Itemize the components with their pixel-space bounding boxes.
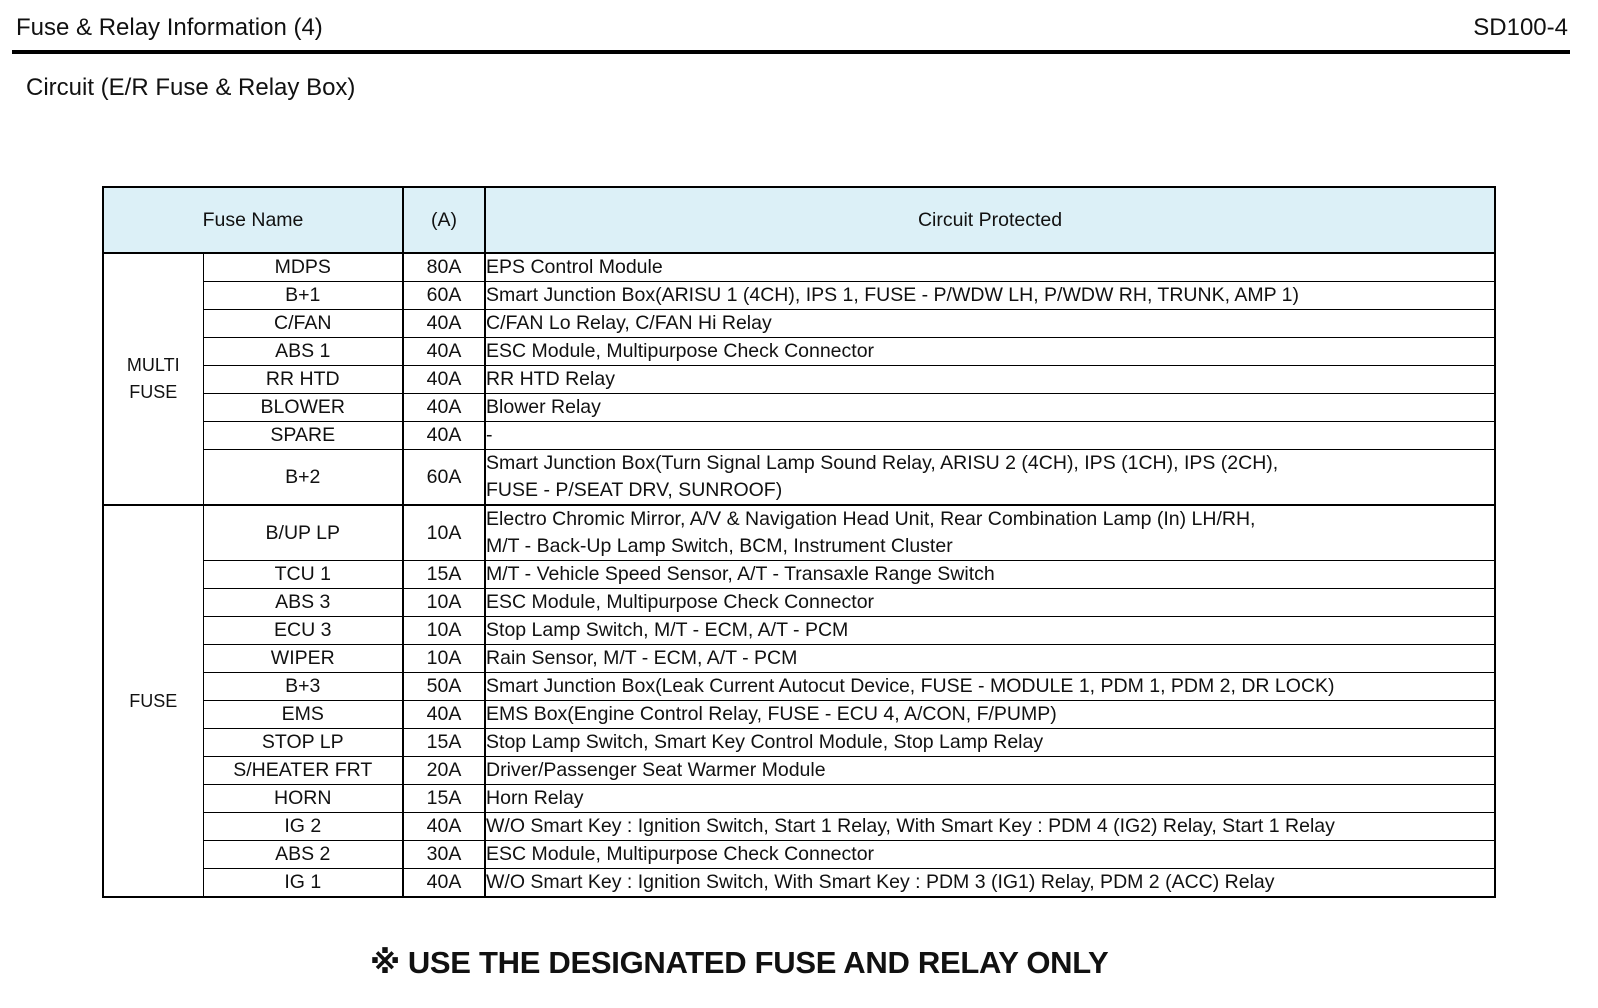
fuse-name-cell: B+1: [203, 282, 403, 310]
column-header-circuit-protected: Circuit Protected: [485, 187, 1495, 253]
ampere-cell: 60A: [403, 450, 485, 506]
ampere-cell: 15A: [403, 561, 485, 589]
fuse-name-cell: RR HTD: [203, 366, 403, 394]
document-code: SD100-4: [1473, 14, 1568, 41]
circuit-protected-cell: Smart Junction Box(Turn Signal Lamp Sound Relay, ARISU 2 (4CH), IPS (1CH), IPS (2CH), FUSE - P/SEAT DRV, SUNROOF): [485, 450, 1495, 506]
ampere-cell: 60A: [403, 282, 485, 310]
table-row: [103, 338, 1495, 366]
table-row: [103, 589, 1495, 617]
fuse-name-cell: MDPS: [203, 253, 403, 282]
circuit-protected-cell: Electro Chromic Mirror, A/V & Navigation Head Unit, Rear Combination Lamp (In) LH/RH, M/T - Back-Up Lamp Switch, BCM, Instrument Cluster: [485, 505, 1495, 561]
ampere-cell: 40A: [403, 366, 485, 394]
column-header-ampere: (A): [403, 187, 485, 253]
circuit-protected-cell: Horn Relay: [485, 785, 1495, 813]
ampere-cell: 30A: [403, 841, 485, 869]
circuit-protected-cell: Smart Junction Box(Leak Current Autocut Device, FUSE - MODULE 1, PDM 1, PDM 2, DR LOCK): [485, 673, 1495, 701]
table-row: [103, 422, 1495, 450]
table-row: [103, 617, 1495, 645]
circuit-protected-cell: M/T - Vehicle Speed Sensor, A/T - Transaxle Range Switch: [485, 561, 1495, 589]
fuse-name-cell: ECU 3: [203, 617, 403, 645]
circuit-protected-cell: W/O Smart Key : Ignition Switch, Start 1 Relay, With Smart Key : PDM 4 (IG2) Relay, Start 1 Relay: [485, 813, 1495, 841]
circuit-protected-cell: ESC Module, Multipurpose Check Connector: [485, 589, 1495, 617]
ampere-cell: 15A: [403, 729, 485, 757]
fuse-group-label: FUSE: [103, 505, 203, 897]
column-header-fuse-name: Fuse Name: [103, 187, 403, 253]
fuse-name-cell: WIPER: [203, 645, 403, 673]
table-row: [103, 841, 1495, 869]
notice-text: USE THE DESIGNATED FUSE AND RELAY ONLY: [407, 945, 1109, 980]
circuit-protected-cell: Smart Junction Box(ARISU 1 (4CH), IPS 1, FUSE - P/WDW LH, P/WDW RH, TRUNK, AMP 1): [485, 282, 1495, 310]
circuit-protected-cell: ESC Module, Multipurpose Check Connector: [485, 338, 1495, 366]
table-row: [103, 561, 1495, 589]
table-row: [103, 394, 1495, 422]
fuse-name-cell: TCU 1: [203, 561, 403, 589]
ampere-cell: 50A: [403, 673, 485, 701]
page-title: Fuse & Relay Information (4): [16, 14, 323, 41]
header-divider: [12, 50, 1570, 54]
fuse-name-cell: STOP LP: [203, 729, 403, 757]
fuse-name-cell: BLOWER: [203, 394, 403, 422]
table-row: [103, 757, 1495, 785]
table-row: [103, 645, 1495, 673]
circuit-protected-cell: Blower Relay: [485, 394, 1495, 422]
ampere-cell: 10A: [403, 505, 485, 561]
table-row: [103, 366, 1495, 394]
circuit-protected-cell: W/O Smart Key : Ignition Switch, With Smart Key : PDM 3 (IG1) Relay, PDM 2 (ACC) Relay: [485, 869, 1495, 898]
ampere-cell: 10A: [403, 645, 485, 673]
fuse-name-cell: ABS 3: [203, 589, 403, 617]
circuit-protected-cell: -: [485, 422, 1495, 450]
circuit-protected-cell: EPS Control Module: [485, 253, 1495, 282]
circuit-protected-cell: EMS Box(Engine Control Relay, FUSE - ECU 4, A/CON, F/PUMP): [485, 701, 1495, 729]
fuse-name-cell: B+2: [203, 450, 403, 506]
fuse-name-cell: EMS: [203, 701, 403, 729]
fuse-name-cell: IG 1: [203, 869, 403, 898]
ampere-cell: 40A: [403, 701, 485, 729]
table-header-row: [103, 187, 1495, 253]
table-row: [103, 282, 1495, 310]
fuse-name-cell: B/UP LP: [203, 505, 403, 561]
ampere-cell: 40A: [403, 813, 485, 841]
fuse-name-cell: SPARE: [203, 422, 403, 450]
table-row: [103, 310, 1495, 338]
circuit-protected-cell: ESC Module, Multipurpose Check Connector: [485, 841, 1495, 869]
table-row: [103, 701, 1495, 729]
fuse-group-label: MULTI FUSE: [103, 253, 203, 505]
fuse-name-cell: S/HEATER FRT: [203, 757, 403, 785]
fuse-name-cell: B+3: [203, 673, 403, 701]
table-body: [103, 253, 1495, 897]
ampere-cell: 40A: [403, 310, 485, 338]
fuse-relay-table: [102, 186, 1496, 898]
table-row: [103, 869, 1495, 898]
fuse-name-cell: HORN: [203, 785, 403, 813]
circuit-protected-cell: RR HTD Relay: [485, 366, 1495, 394]
table-row: [103, 729, 1495, 757]
table-row: [103, 450, 1495, 506]
reference-mark-icon: ※: [370, 945, 400, 980]
ampere-cell: 80A: [403, 253, 485, 282]
table-row: [103, 785, 1495, 813]
fuse-name-cell: C/FAN: [203, 310, 403, 338]
circuit-protected-cell: Stop Lamp Switch, M/T - ECM, A/T - PCM: [485, 617, 1495, 645]
ampere-cell: 40A: [403, 338, 485, 366]
table-row: [103, 505, 1495, 561]
fuse-name-cell: ABS 2: [203, 841, 403, 869]
table-row: [103, 813, 1495, 841]
ampere-cell: 20A: [403, 757, 485, 785]
circuit-protected-cell: Driver/Passenger Seat Warmer Module: [485, 757, 1495, 785]
table-row: [103, 673, 1495, 701]
ampere-cell: 40A: [403, 422, 485, 450]
ampere-cell: 10A: [403, 617, 485, 645]
ampere-cell: 10A: [403, 589, 485, 617]
table-row: [103, 253, 1495, 282]
section-subtitle: Circuit (E/R Fuse & Relay Box): [26, 74, 356, 101]
circuit-protected-cell: C/FAN Lo Relay, C/FAN Hi Relay: [485, 310, 1495, 338]
ampere-cell: 40A: [403, 869, 485, 898]
circuit-protected-cell: Stop Lamp Switch, Smart Key Control Module, Stop Lamp Relay: [485, 729, 1495, 757]
fuse-name-cell: IG 2: [203, 813, 403, 841]
usage-notice: [370, 945, 1108, 981]
fuse-name-cell: ABS 1: [203, 338, 403, 366]
ampere-cell: 15A: [403, 785, 485, 813]
circuit-protected-cell: Rain Sensor, M/T - ECM, A/T - PCM: [485, 645, 1495, 673]
ampere-cell: 40A: [403, 394, 485, 422]
